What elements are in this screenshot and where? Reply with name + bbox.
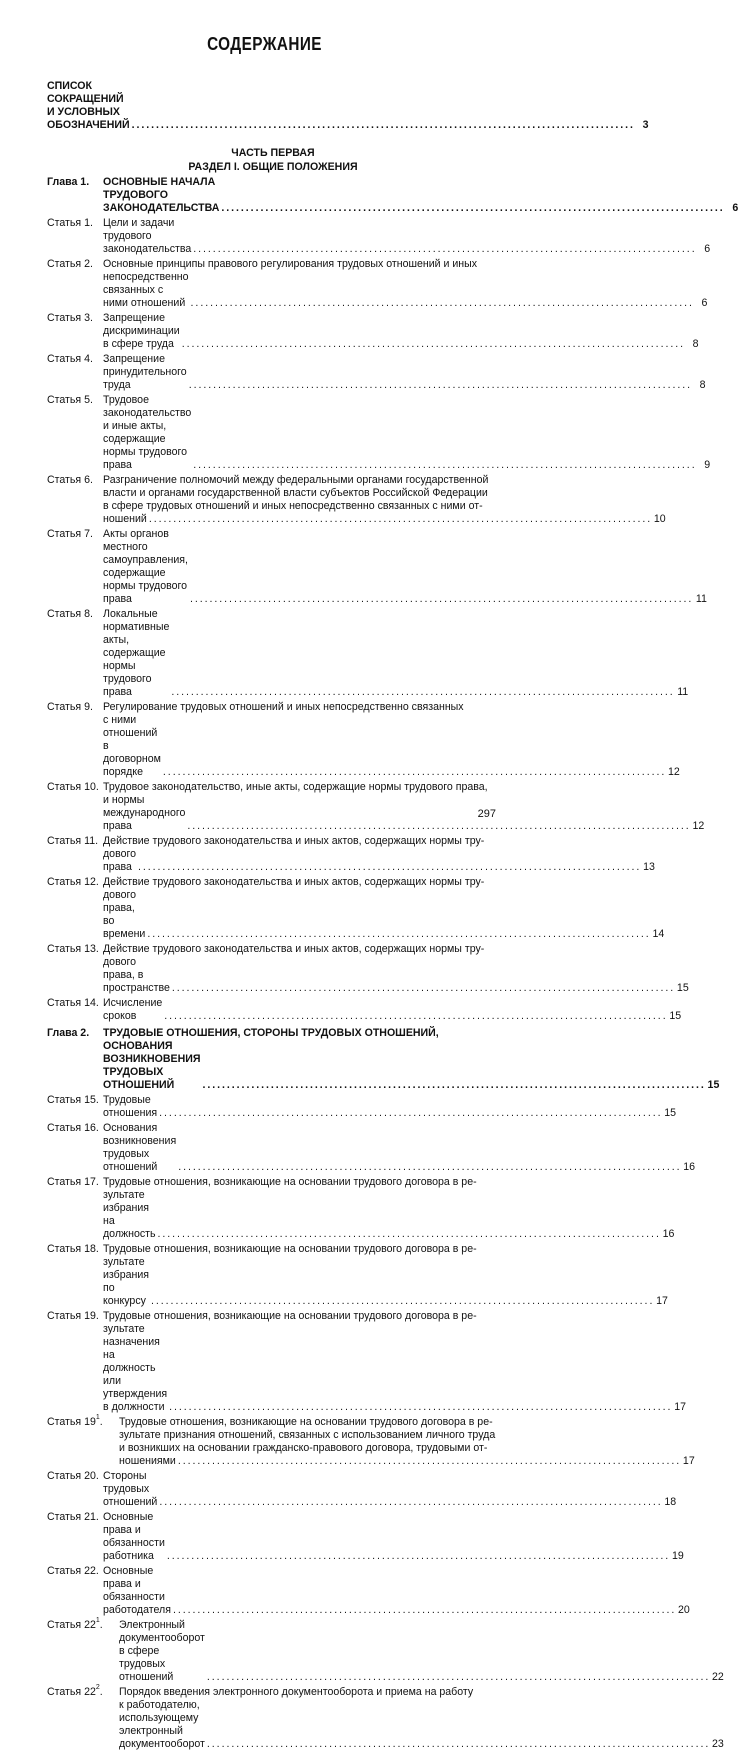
article-number-text: Статья 18. (47, 1243, 99, 1255)
toc-article-entry (47, 1243, 668, 1308)
article-number-text: Статья 20. (47, 1470, 99, 1482)
article-number (47, 943, 103, 995)
article-page: 16 (683, 1161, 696, 1173)
article-title-line: Электронный документооборот в сфере трудовых отношений (119, 1619, 205, 1683)
article-title-line: зультате признания отношений, связанных с использованием личного труда (119, 1429, 496, 1441)
toc-article-entry (47, 1122, 696, 1174)
article-title-line: Трудовые отношения, возникающие на основании трудового договора в ре- (103, 1243, 477, 1255)
article-number-text: Статья 13. (47, 943, 99, 955)
chapter-1-articles (47, 217, 711, 1023)
dot-leader (159, 1496, 660, 1509)
article-page: 12 (692, 820, 705, 832)
dot-leader (191, 297, 692, 310)
dot-leader (207, 1671, 708, 1684)
dot-leader (178, 1455, 679, 1468)
article-number-text: Статья 22 (47, 1686, 96, 1698)
article-number (47, 608, 103, 699)
toc-article-entry (47, 876, 665, 941)
dot-leader (167, 1550, 668, 1563)
dot-leader (187, 820, 688, 833)
dot-leader (159, 1107, 660, 1120)
dot-leader (132, 119, 633, 132)
article-title-line: Исчисление сроков (103, 997, 163, 1022)
toc-article-entry (47, 835, 655, 874)
article-page: 18 (664, 1496, 677, 1508)
article-title-line: к работодателю, использующему электронный документооборот (119, 1699, 205, 1750)
article-number (47, 701, 103, 779)
article-number (47, 394, 103, 472)
toc-article-entry (47, 474, 666, 526)
article-page: 8 (699, 379, 706, 391)
dot-leader (189, 379, 690, 392)
dot-leader (147, 928, 648, 941)
chapter-title-line: ОСНОВАНИЯ ВОЗНИКНОВЕНИЯ ТРУДОВЫХ ОТНОШЕНИЙ (103, 1040, 201, 1091)
page-title: СОДЕРЖАНИЕ (207, 34, 322, 54)
chapter-page: 15 (707, 1079, 720, 1091)
article-number (47, 1094, 103, 1120)
article-number (47, 876, 103, 941)
entry-page: 3 (642, 119, 649, 131)
article-title-line: Трудовые отношения, возникающие на основании трудового договора в ре- (103, 1176, 477, 1188)
toc-article-entry (47, 258, 708, 310)
dot-leader (171, 686, 672, 699)
dot-leader (172, 982, 673, 995)
article-number-text: Статья 6. (47, 474, 93, 486)
article-number-superscript: 1 (95, 1414, 100, 1421)
article-number-text: Статья 1. (47, 217, 93, 229)
chapter-2-articles (47, 1094, 724, 1751)
article-title-line: зультате избрания по конкурсу (103, 1256, 150, 1307)
toc-article-entry (47, 1094, 677, 1120)
article-title-line: ношений (103, 513, 147, 525)
article-title-line: Действие трудового законодательства и иных актов, содержащих нормы тру- (103, 835, 485, 847)
article-title-line: Запрещение дискриминации в сфере труда (103, 312, 180, 350)
article-page: 15 (669, 1010, 682, 1022)
article-number-text: Статья 14. (47, 997, 99, 1009)
chapter-number: Глава 2. (47, 1027, 90, 1039)
dot-leader (202, 1079, 703, 1092)
article-title-line: Запрещение принудительного труда (103, 353, 187, 391)
toc-article-entry (47, 1176, 675, 1241)
article-title-line: Трудовые отношения, возникающие на основании трудового договора в ре- (103, 1310, 477, 1322)
article-number-text: Статья 16. (47, 1122, 99, 1134)
chapter-2-heading (47, 1027, 720, 1092)
article-number (47, 781, 103, 833)
article-title-line: Стороны трудовых отношений (103, 1470, 158, 1508)
toc-article-entry (47, 608, 689, 699)
toc-article-entry (47, 781, 705, 833)
toc-article-entry (47, 1511, 684, 1563)
article-number-text: Статья 22 (47, 1619, 96, 1631)
article-page: 13 (643, 861, 655, 873)
article-page: 10 (653, 513, 666, 525)
article-title-line: дового права, в пространстве (103, 956, 170, 994)
article-page: 19 (671, 1550, 684, 1562)
article-page: 9 (704, 459, 711, 471)
article-page: 6 (701, 297, 708, 309)
article-title-line: Действие трудового законодательства и иных актов, содержащих нормы тру- (103, 943, 485, 955)
article-number-text: Статья 9. (47, 701, 93, 713)
article-page: 23 (711, 1738, 724, 1750)
article-page: 17 (682, 1455, 695, 1467)
dot-leader (193, 459, 694, 472)
article-title-line: Трудовые отношения (103, 1094, 158, 1119)
article-title-line: Трудовое законодательство и иные акты, содержащие нормы трудового права (103, 394, 192, 471)
toc-article-entry (47, 394, 711, 472)
article-number-text: Статья 4. (47, 353, 93, 365)
toc-article-entry (47, 1684, 724, 1751)
article-title-line: и нормы международного права (103, 794, 186, 832)
article-number-text: Статья 19. (47, 1310, 99, 1322)
chapter-1-heading (47, 176, 738, 215)
article-number (47, 528, 103, 606)
toc-article-entry (47, 943, 689, 995)
article-number (47, 1122, 103, 1174)
toc-article-entry (47, 353, 706, 392)
article-number (47, 474, 103, 526)
article-number (47, 1310, 103, 1414)
article-page: 12 (668, 766, 680, 778)
article-title-line: зультате назначения на должность или утверждения в должности (103, 1323, 168, 1413)
chapter-page: 6 (732, 202, 738, 214)
dot-leader (169, 1401, 670, 1414)
article-number: Статья $19^1$. (47, 1414, 103, 1428)
article-page: 8 (692, 338, 699, 350)
article-title-line: дового права, во времени (103, 889, 146, 940)
article-title-line: Действие трудового законодательства и иных актов, содержащих нормы тру- (103, 876, 485, 888)
article-page: 20 (678, 1604, 690, 1616)
chapter-number: Глава 1. (47, 176, 90, 188)
chapter-title: ОСНОВНЫЕ НАЧАЛА ТРУДОВОГО ЗАКОНОДАТЕЛЬСТВА (103, 176, 220, 214)
table-of-contents (47, 80, 738, 1751)
entry-label: СПИСОК СОКРАЩЕНИЙ И УСЛОВНЫХ ОБОЗНАЧЕНИЙ (47, 80, 130, 131)
article-number (47, 1176, 103, 1241)
article-number (47, 1470, 103, 1509)
article-page: 11 (695, 593, 707, 605)
dot-leader (207, 1738, 708, 1751)
article-title-line: в сфере трудовых отношений и иных непосредственно связанных с ними от- (103, 500, 483, 512)
dot-leader (151, 1295, 652, 1308)
toc-article-entry (47, 217, 711, 256)
article-title-line: Регулирование трудовых отношений и иных непосредственно связанных (103, 701, 464, 713)
article-number-text: Статья 7. (47, 528, 93, 540)
article-number-text: Статья 21. (47, 1511, 99, 1523)
article-number-text: Статья 8. (47, 608, 93, 620)
article-number (47, 1243, 103, 1308)
article-title-line: Разграничение полномочий между федеральными органами государственной (103, 474, 489, 486)
dot-leader (178, 1161, 679, 1174)
article-title-line: Порядок введения электронного документооборота и приема на работу (119, 1686, 474, 1698)
dot-leader (149, 513, 650, 526)
article-title-line: Трудовые отношения, возникающие на основании трудового договора в ре- (119, 1416, 493, 1428)
dot-leader (164, 1010, 665, 1023)
article-number (47, 1511, 103, 1563)
article-number-text: Статья 3. (47, 312, 93, 324)
article-page: 17 (674, 1401, 686, 1413)
article-number-text: Статья 15. (47, 1094, 99, 1106)
section-heading: РАЗДЕЛ I. ОБЩИЕ ПОЛОЖЕНИЯ (188, 161, 358, 173)
article-number (47, 258, 103, 310)
toc-entry-abbreviations (47, 80, 649, 132)
article-number-text: Статья 2. (47, 258, 93, 270)
article-title-line: Локальные нормативные акты, содержащие нормы трудового права (103, 608, 170, 698)
article-title-line: Цели и задачи трудового законодательства (103, 217, 192, 255)
dot-leader (158, 1228, 659, 1241)
article-number-superscript: 1 (95, 1617, 100, 1624)
article-number-text: Статья 22. (47, 1565, 99, 1577)
toc-article-entry (47, 997, 682, 1023)
article-number-superscript: 2 (95, 1684, 100, 1691)
toc-article-entry (47, 1565, 690, 1617)
article-title-line: Акты органов местного самоуправления, содержащие нормы трудового права (103, 528, 188, 605)
dot-leader (163, 766, 664, 779)
article-page: 22 (711, 1671, 724, 1683)
article-number-text: Статья 19 (47, 1416, 96, 1428)
article-number-text: Статья 17. (47, 1176, 99, 1188)
article-number: Статья $22^1$. (47, 1617, 103, 1631)
article-page: 15 (664, 1107, 677, 1119)
article-title-line: Основные права и обязанности работодателя (103, 1565, 171, 1616)
article-number (47, 835, 103, 874)
dot-leader (221, 202, 722, 215)
toc-article-entry (47, 701, 680, 779)
toc-article-entry (47, 1617, 724, 1684)
article-title-line: ношениями (119, 1455, 176, 1467)
article-number-text: Статья 5. (47, 394, 93, 406)
article-number (47, 1565, 103, 1617)
article-title-line: зультате избрания на должность (103, 1189, 156, 1240)
article-number (47, 217, 103, 256)
page-number: 297 (477, 808, 496, 820)
toc-article-entry (47, 312, 699, 351)
toc-article-entry (47, 528, 707, 606)
article-number (47, 997, 103, 1023)
chapter-title-line: ТРУДОВЫЕ ОТНОШЕНИЯ, СТОРОНЫ ТРУДОВЫХ ОТНОШЕНИЙ, (103, 1027, 439, 1039)
article-page: 6 (704, 243, 711, 255)
article-number (47, 353, 103, 392)
toc-article-entry (47, 1414, 695, 1468)
dot-leader (190, 593, 691, 606)
article-page: 16 (662, 1228, 675, 1240)
article-number-text: Статья 11. (47, 835, 99, 847)
dot-leader (173, 1604, 674, 1617)
article-number (47, 312, 103, 351)
article-title-line: Основные права и обязанности работника (103, 1511, 165, 1562)
article-page: 15 (676, 982, 689, 994)
article-number-text: Статья 12. (47, 876, 99, 888)
toc-article-entry (47, 1310, 686, 1414)
part-heading: ЧАСТЬ ПЕРВАЯ (231, 147, 315, 159)
article-title-line: с ними отношений в договорном порядке (103, 714, 161, 778)
article-page: 14 (652, 928, 665, 940)
article-title-line: Основные принципы правового регулирования трудовых отношений и иных (103, 258, 478, 270)
article-page: 11 (677, 686, 689, 698)
article-number: Статья $22^2$. (47, 1684, 103, 1698)
article-title-line: дового права (103, 848, 136, 873)
article-title-line: непосредственно связанных с ними отношений (103, 271, 189, 309)
article-page: 17 (656, 1295, 668, 1307)
article-title-line: власти и органами государственной власти субъектов Российской Федерации (103, 487, 488, 499)
article-number-text: Статья 10. (47, 781, 99, 793)
article-title-line: Трудовое законодательство, иные акты, содержащие нормы трудового права, (103, 781, 488, 793)
dot-leader (193, 243, 694, 256)
dot-leader (138, 861, 639, 874)
toc-article-entry (47, 1470, 677, 1509)
dot-leader (182, 338, 683, 351)
article-title-line: и возникших на основании гражданско-правового договора, трудовыми от- (119, 1442, 488, 1454)
article-title-line: Основания возникновения трудовых отношений (103, 1122, 177, 1173)
